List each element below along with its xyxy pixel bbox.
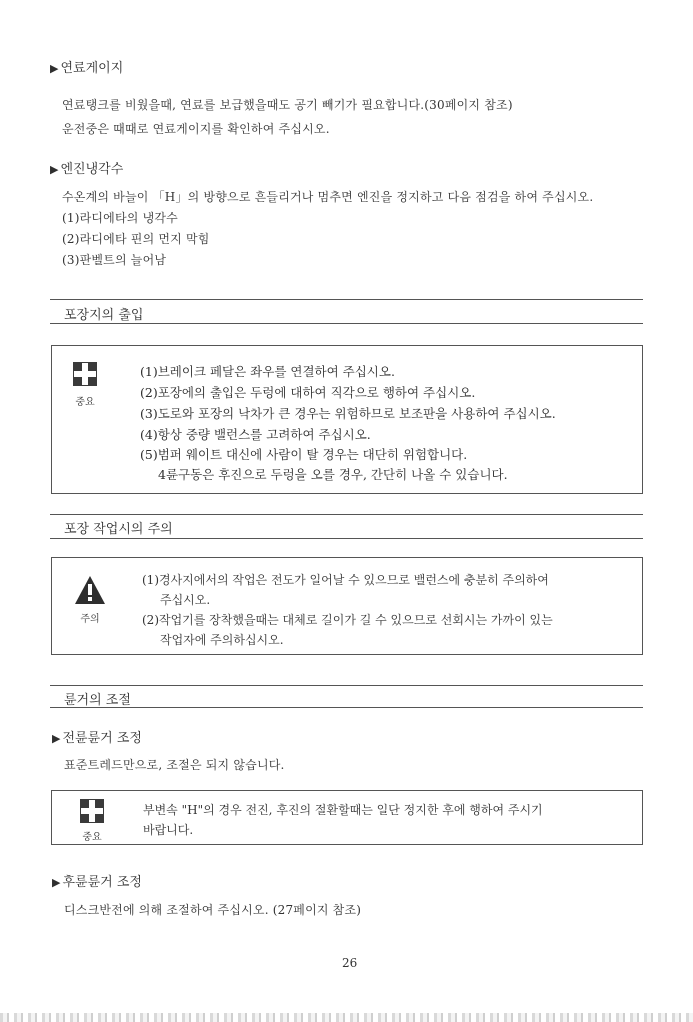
rear-tread-heading: ▶ 후륜륜거 조정: [52, 875, 142, 890]
engine-coolant-heading: ▶ 엔진냉각수: [50, 162, 124, 177]
important-label: 중요: [75, 397, 95, 408]
important-label: 중요: [82, 832, 102, 843]
caution-label: 주의: [80, 614, 100, 625]
scan-edge-decoration: [0, 1013, 693, 1022]
field-work-line-3: (2)작업기를 장착했을때는 대체로 길이가 길 수 있으므로 선회시는 가까이 있는: [142, 613, 553, 627]
field-access-line-1: (1)브레이크 페달은 좌우를 연결하여 주십시오.: [140, 364, 395, 379]
field-access-heading: 포장지의 출입: [64, 308, 144, 323]
fuel-gauge-heading: ▶ 연료게이지: [50, 61, 124, 76]
field-access-line-6: 4륜구동은 후진으로 두렁을 오를 경우, 간단히 나올 수 있습니다.: [158, 467, 508, 482]
divider: [50, 685, 643, 686]
triangle-bullet-icon: ▶: [50, 62, 59, 75]
important-cross-icon: [73, 362, 97, 386]
field-access-line-4: (4)항상 중량 밸런스를 고려하여 주십시오.: [140, 427, 371, 442]
important-cross-icon: [80, 799, 104, 823]
field-work-line-1: (1)경사지에서의 작업은 전도가 일어날 수 있으므로 밸런스에 충분히 주의하여: [142, 573, 549, 587]
field-access-line-5: (5)범퍼 웨이트 대신에 사람이 탈 경우는 대단히 위험합니다.: [140, 447, 468, 462]
page-number: 26: [342, 956, 358, 970]
tread-note-box: [51, 790, 643, 845]
divider: [50, 514, 643, 515]
tread-adjust-heading: 륜거의 조절: [64, 693, 131, 708]
field-access-line-3: (3)도로와 포장의 낙차가 큰 경우는 위험하므로 보조판을 사용하여 주십시오.: [140, 406, 556, 421]
field-work-heading: 포장 작업시의 주의: [64, 522, 173, 537]
triangle-bullet-icon: ▶: [50, 163, 59, 176]
engine-coolant-line-4: (3)판벨트의 늘어남: [62, 253, 167, 267]
engine-coolant-line-2: (1)라디에타의 냉각수: [62, 211, 178, 225]
front-tread-heading: ▶ 전륜륜거 조정: [52, 731, 142, 746]
fuel-gauge-line-1: 연료탱크를 비웠을때, 연료를 보급했을때도 공기 빼기가 필요합니다.(30페이지 참조): [62, 98, 513, 112]
triangle-bullet-icon: ▶: [52, 732, 61, 745]
field-work-caution-box: [51, 557, 643, 655]
field-access-line-2: (2)포장에의 출입은 두렁에 대하여 직각으로 행하여 주십시오.: [140, 385, 476, 400]
divider: [50, 299, 643, 300]
front-tread-line: 표준트레드만으로, 조절은 되지 않습니다.: [64, 758, 285, 772]
field-access-notice-box: [51, 345, 643, 494]
engine-coolant-line-1: 수온계의 바늘이 「H」의 방향으로 흔들리거나 멈추면 엔진을 정지하고 다음 점검을 하여 주십시오.: [62, 190, 594, 204]
divider: [50, 538, 643, 539]
fuel-gauge-line-2: 운전중은 때때로 연료게이지를 확인하여 주십시오.: [62, 122, 330, 136]
field-work-line-4: 작업자에 주의하십시오.: [160, 633, 284, 647]
divider: [50, 707, 643, 708]
field-work-line-2: 주십시오.: [160, 593, 211, 607]
tread-note-line-1: 부변속 "H"의 경우 전진, 후진의 절환할때는 일단 정지한 후에 행하여 주시기: [143, 803, 543, 817]
tread-note-line-2: 바랍니다.: [143, 823, 194, 837]
rear-tread-line: 디스크반전에 의해 조절하여 주십시오. (27페이지 참조): [64, 903, 362, 917]
warning-triangle-icon: [74, 575, 106, 605]
triangle-bullet-icon: ▶: [52, 876, 61, 889]
engine-coolant-line-3: (2)라디에타 핀의 먼지 막힘: [62, 232, 210, 246]
divider: [50, 323, 643, 324]
